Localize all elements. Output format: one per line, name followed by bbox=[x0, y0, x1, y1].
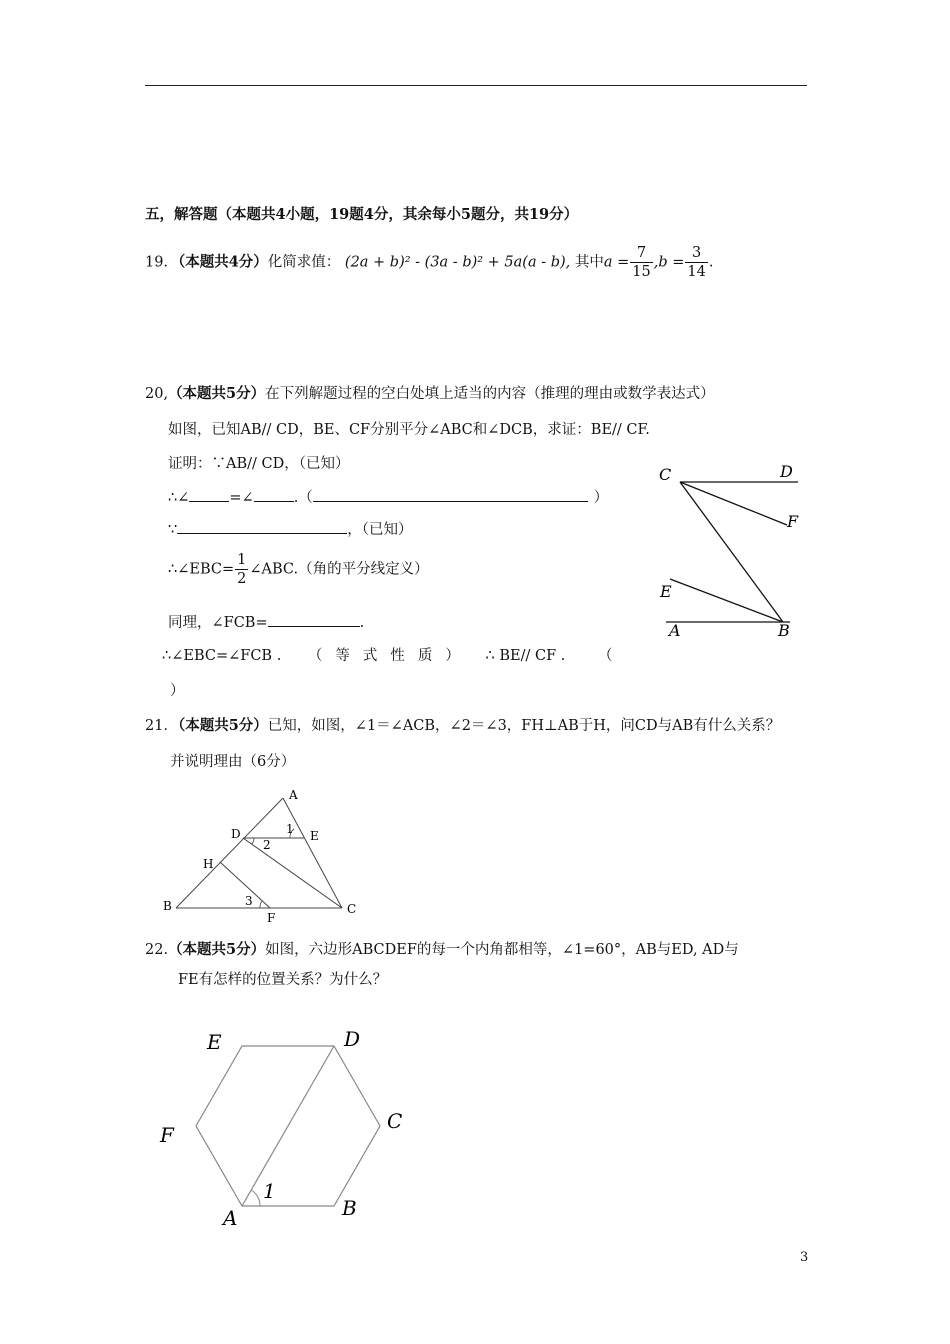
q19-text: 化简求值： bbox=[267, 254, 341, 271]
q20-given: 如图，已知AB// CD，BE、CF分别平分∠ABC和∠DCB，求证：BE// CF. bbox=[168, 422, 650, 438]
q21-figure bbox=[158, 782, 368, 927]
q21-text-2: 并说明理由（6分） bbox=[170, 754, 296, 770]
label-b: B bbox=[778, 621, 790, 640]
label-a: A bbox=[289, 788, 298, 802]
q20-proof-line-2 bbox=[168, 486, 608, 507]
q20-line6-open: （ bbox=[597, 648, 613, 664]
q20-intro: 在下列解题过程的空白处填上适当的内容（推理的理由或数学表达式） bbox=[265, 386, 715, 402]
q20-line5-start: 同理，∠FCB= bbox=[168, 615, 268, 631]
q20-proof-start: 证明：∵AB// CD，（已知） bbox=[168, 456, 350, 472]
header-rule bbox=[145, 85, 807, 86]
q19-points: （本题共4分） bbox=[177, 253, 268, 271]
label-f: F bbox=[160, 1123, 174, 1147]
q20-half-fraction bbox=[235, 551, 248, 588]
line-ba bbox=[176, 798, 283, 908]
label-d: D bbox=[344, 1027, 361, 1051]
q20-line6-reason: （等式性质） bbox=[307, 648, 473, 664]
q20-line6-equal-angles: ∴∠EBC=∠FCB . bbox=[162, 648, 282, 664]
q20-line2-open: .（ bbox=[293, 490, 313, 506]
q20-blank-angle-1[interactable] bbox=[189, 487, 229, 502]
q19-where: 其中 bbox=[574, 254, 604, 271]
q20-figure bbox=[650, 455, 820, 645]
q20-line4-start: ∴∠EBC= bbox=[168, 561, 235, 578]
q20-line3-known: ，（已知） bbox=[347, 522, 413, 538]
q20-line4-end: ∠ABC.（角的平分线定义） bbox=[249, 561, 429, 578]
q21-header bbox=[145, 714, 780, 735]
q20-half-numerator: 1 bbox=[237, 552, 247, 568]
q22-text-2: FE有怎样的位置关系？为什么？ bbox=[178, 972, 388, 988]
label-e: E bbox=[660, 582, 672, 601]
label-angle-3: 3 bbox=[245, 894, 253, 908]
q20-line2-equals: =∠ bbox=[229, 490, 254, 506]
q19-b-numerator: 3 bbox=[685, 244, 707, 263]
q20-line6-conclusion: ∴ BE// CF . bbox=[485, 648, 566, 664]
q19-number: 19． bbox=[145, 254, 178, 271]
q20-proof-line-4 bbox=[168, 551, 429, 588]
q21-number: 21． bbox=[145, 718, 178, 734]
q20-half-denominator: 2 bbox=[237, 571, 247, 587]
label-angle-2: 2 bbox=[263, 838, 271, 852]
q19-expression: (2a + b)² - (3a - b)² + 5a(a - b), bbox=[344, 254, 571, 271]
q20-line2-close: ） bbox=[593, 490, 609, 506]
section-heading: 五，解答题（本题共4小题，19题4分，其余每小5题分，共19分） bbox=[145, 206, 579, 223]
q20-line5-end: . bbox=[359, 615, 365, 631]
label-angle-1: 1 bbox=[286, 822, 294, 836]
q19-b-lhs: ,b = bbox=[653, 254, 685, 271]
q20-blank-fcb[interactable] bbox=[268, 612, 360, 627]
label-f: F bbox=[787, 512, 799, 531]
q22-number: 22. bbox=[145, 942, 169, 958]
line-ac bbox=[283, 798, 342, 908]
q20-line3-because: ∵ bbox=[168, 522, 178, 538]
label-b: B bbox=[342, 1196, 357, 1220]
q19-a-denominator: 15 bbox=[632, 264, 651, 280]
q20-line2-therefore: ∴∠ bbox=[168, 490, 190, 506]
label-e: E bbox=[310, 829, 319, 843]
diagonal-ad bbox=[242, 1046, 334, 1206]
page-number: 3 bbox=[800, 1250, 809, 1265]
q20-blank-angle-2[interactable] bbox=[254, 487, 294, 502]
label-c: C bbox=[387, 1109, 403, 1133]
q19-a-lhs: a = bbox=[603, 254, 630, 271]
q22-text: 如图，六边形ABCDEF的每一个内角都相等，∠1=60°，AB与ED, AD与 bbox=[265, 942, 739, 958]
q21-text: 已知，如图，∠1＝∠ACB，∠2＝∠3，FH⊥AB于H，问CD与AB有什么关系？ bbox=[267, 718, 781, 734]
q21-points: （本题共5分） bbox=[177, 717, 268, 734]
q20-blank-statement[interactable] bbox=[177, 519, 347, 534]
angle-3-arc bbox=[260, 901, 262, 908]
label-angle-1: 1 bbox=[263, 1179, 276, 1203]
label-e: E bbox=[207, 1030, 222, 1054]
q22-header bbox=[145, 938, 739, 959]
q20-header bbox=[145, 382, 715, 403]
label-d: D bbox=[780, 462, 793, 481]
q22-points: （本题共5分） bbox=[168, 941, 266, 958]
q20-points: （本题共5分） bbox=[168, 385, 266, 402]
angle-2-arc bbox=[252, 838, 254, 844]
q19-b-denominator: 14 bbox=[687, 264, 706, 280]
label-c: C bbox=[347, 902, 357, 916]
label-d: D bbox=[231, 827, 241, 841]
q19-a-numerator: 7 bbox=[630, 244, 652, 263]
q19-end: . bbox=[708, 254, 714, 271]
label-f: F bbox=[267, 911, 276, 925]
q20-proof-line-6 bbox=[162, 644, 612, 665]
q19-a-fraction bbox=[630, 244, 652, 281]
label-c: C bbox=[659, 465, 672, 484]
line-eb bbox=[670, 579, 783, 622]
label-a: A bbox=[223, 1206, 238, 1230]
q19-b-fraction bbox=[685, 244, 707, 281]
q22-figure bbox=[150, 1020, 420, 1240]
q20-blank-reason-1[interactable] bbox=[313, 487, 588, 502]
question-19 bbox=[145, 244, 713, 281]
q20-proof-line-5 bbox=[168, 611, 364, 632]
q20-number: 20, bbox=[145, 386, 169, 402]
angle-1-arc bbox=[251, 1190, 260, 1206]
label-h: H bbox=[203, 857, 214, 871]
label-b: B bbox=[163, 899, 172, 913]
label-a: A bbox=[669, 621, 681, 640]
q20-proof-line-3 bbox=[168, 518, 412, 539]
q20-proof-line-7: ） bbox=[170, 683, 185, 699]
